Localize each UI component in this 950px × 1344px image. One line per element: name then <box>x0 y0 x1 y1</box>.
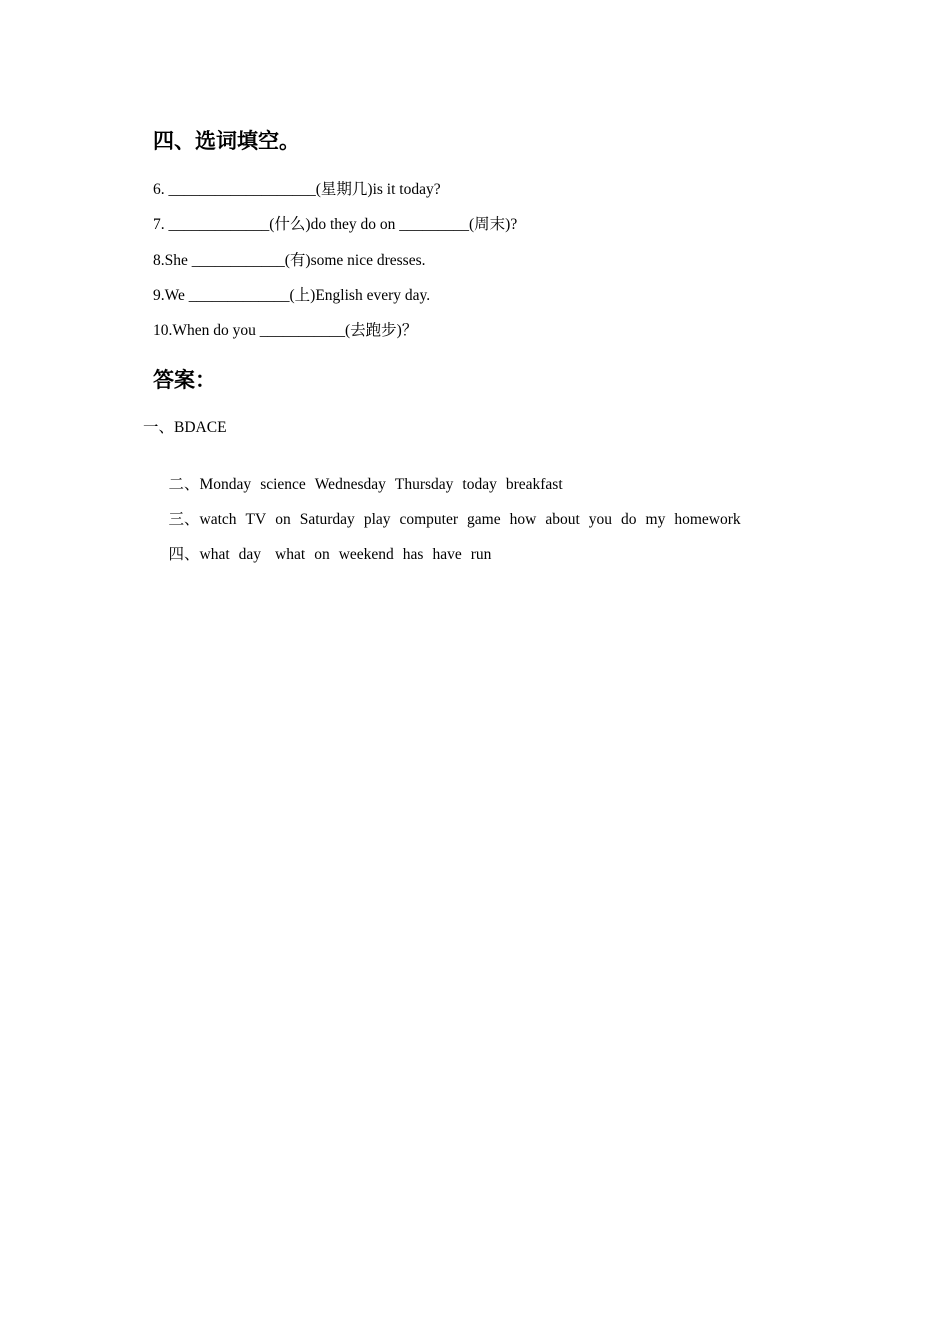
answer-line-1: 一、BDACE <box>143 419 227 436</box>
question-10: 10.When do you ___________(去跑步)？ <box>153 322 418 339</box>
answer-word: on <box>275 511 291 528</box>
answer-word: game <box>467 511 501 528</box>
answer-word: watch <box>199 511 237 528</box>
answer-word: science <box>260 476 306 493</box>
answer-word: weekend <box>338 546 394 563</box>
answer-line-3-prefix: 三、 <box>168 511 200 528</box>
answer-word: do <box>621 511 637 528</box>
answer-word: day <box>238 546 262 563</box>
answer-word: you <box>588 511 613 528</box>
answers-heading: 答案： <box>153 368 216 392</box>
answer-word: Monday <box>199 476 252 493</box>
answer-word: today <box>462 476 497 493</box>
answer-word: computer <box>399 511 459 528</box>
answer-line-2-prefix: 二、 <box>168 476 200 493</box>
section-heading-fill-in: 四、选词填空。 <box>153 129 300 153</box>
answer-word: Thursday <box>394 476 454 493</box>
answer-word: my <box>645 511 666 528</box>
answer-word: TV <box>245 511 267 528</box>
answer-word: Saturday <box>299 511 355 528</box>
answer-word: play <box>363 511 391 528</box>
question-8: 8.She ____________(有)some nice dresses. <box>153 252 426 269</box>
question-9: 9.We _____________(上)English every day. <box>153 287 431 304</box>
answer-word: has <box>402 546 424 563</box>
answer-line-4-prefix: 四、 <box>168 546 200 563</box>
answer-word: what <box>199 546 230 563</box>
answer-word: on <box>314 546 330 563</box>
question-6: 6. ___________________(星期几)is it today? <box>153 181 441 198</box>
answer-word: Wednesday <box>314 476 386 493</box>
answer-word: how <box>509 511 537 528</box>
answer-word: have <box>432 546 462 563</box>
answer-word: run <box>470 546 492 563</box>
answer-word: breakfast <box>505 476 563 493</box>
answer-word: what <box>275 546 306 563</box>
answer-word: homework <box>674 511 741 528</box>
answer-word: about <box>545 511 580 528</box>
question-7: 7. _____________(什么)do they do on _________(周末)? <box>153 216 518 233</box>
answer-line-4 <box>153 522 491 588</box>
